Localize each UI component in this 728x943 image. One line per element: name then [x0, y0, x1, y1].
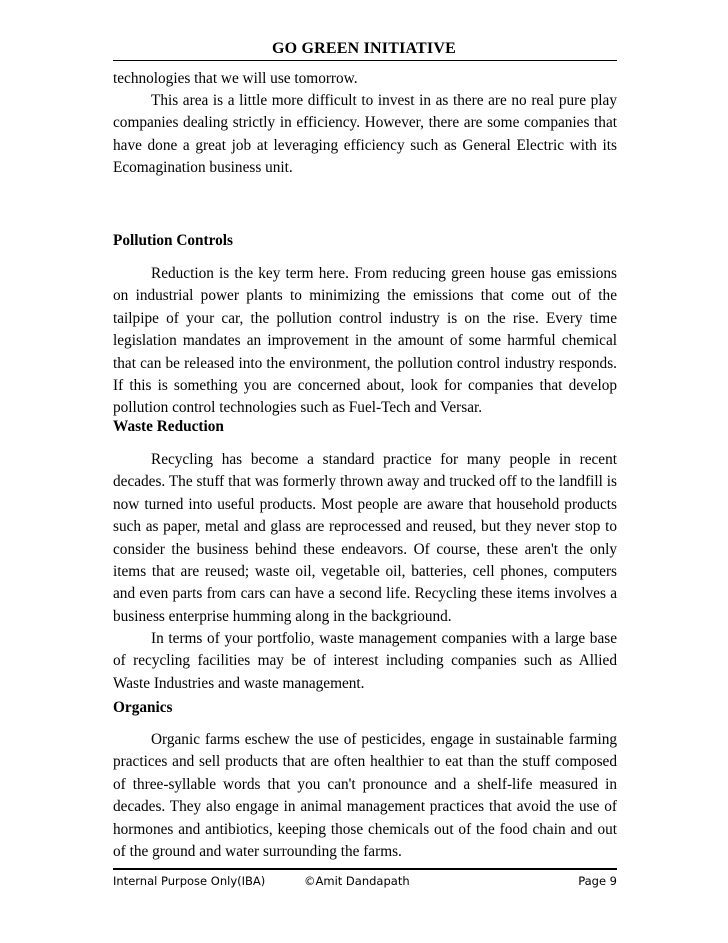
page-header-title: GO GREEN INITIATIVE [272, 40, 456, 57]
organics-paragraph: Organic farms eschew the use of pesticides, engage in sustainable farming practices and sell products that are often healthier to eat than the stuff composed of three-syllable words that you can't pronounce and a shelf-life measured in decades. They also engage in animal management practices that avoid the use of hormones and antibiotics, keeping those chemicals out of the food chain and out of the ground and water surrounding the farms. [113, 731, 617, 861]
section-heading-waste-reduction: Waste Reduction [113, 418, 224, 435]
header-rule [113, 60, 617, 61]
footer-copyright: ©Amit Dandapath [304, 874, 410, 888]
section-heading-pollution-controls: Pollution Controls [113, 232, 233, 249]
section-heading-organics: Organics [113, 699, 173, 716]
page-footer [113, 874, 617, 892]
footer-page-number: Page 9 [578, 874, 617, 888]
pollution-controls-paragraph: Reduction is the key term here. From reducing green house gas emissions on industrial power plants to minimizing the emissions that come out of the tailpipe of your car, the pollution control industry is on the rise. Every time legislation mandates an improvement in the amount of some harmful chemical that can be released into the environment, the pollution control industry responds. If this is something you are concerned about, look for companies that develop pollution control technologies such as Fuel-Tech and Versar. [113, 265, 617, 417]
intro-continuation: technologies that we will use tomorrow. [113, 70, 358, 87]
intro-paragraph: This area is a little more difficult to invest in as there are no real pure play companies dealing strictly in efficiency. However, there are some companies that have done a great job at leveraging efficiency such as General Electric with its Ecomagination business unit. [113, 92, 617, 177]
waste-reduction-paragraph-2: In terms of your portfolio, waste management companies with a large base of recycling facilities may be of interest including companies such as Allied Waste Industries and waste management. [113, 630, 617, 692]
footer-purpose-label: Internal Purpose Only(IBA) [113, 874, 266, 888]
footer-rule [113, 868, 617, 870]
waste-reduction-paragraph-1: Recycling has become a standard practice for many people in recent decades. The stuff that was formerly thrown away and trucked off to the landfill is now turned into useful products. Most people are aware that household products such as paper, metal and glass are reprocessed and reused, but they never stop to consider the business behind these endeavors. Of course, these aren't the only items that are reused; waste oil, vegetable oil, batteries, cell phones, computers and even parts from cars can have a second life. Recycling these items involves a business enterprise humming along in the backgriound. [113, 451, 617, 625]
